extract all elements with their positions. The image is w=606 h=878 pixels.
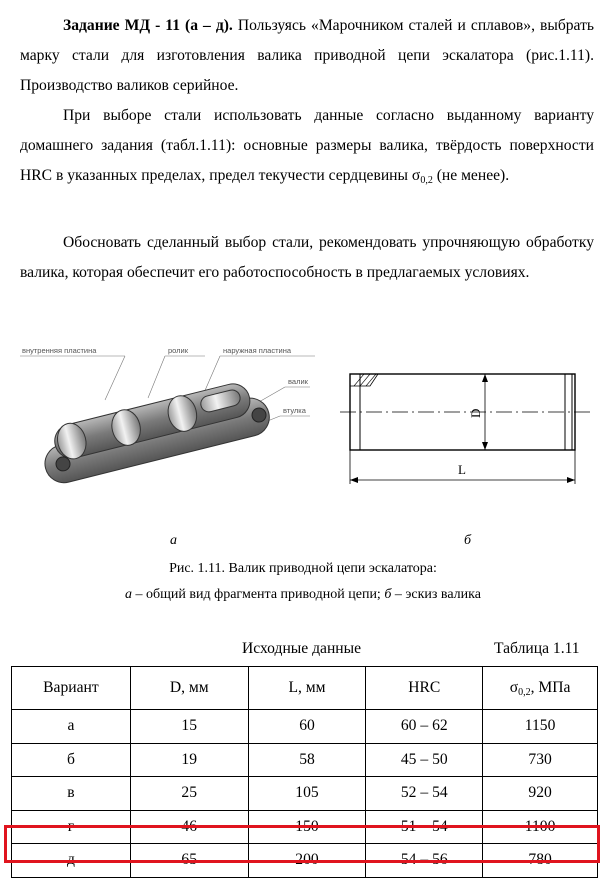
cell-variant: а	[12, 710, 131, 744]
task-paragraph-3	[20, 228, 594, 288]
table-row	[12, 710, 598, 744]
task-title: Задание МД - 11 (а – д).	[63, 17, 233, 34]
cell-L: 60	[248, 710, 366, 744]
cell-variant: г	[12, 810, 131, 844]
cell-D: 46	[130, 810, 248, 844]
task-paragraph-1	[20, 11, 594, 101]
cell-L: 150	[248, 810, 366, 844]
table-row-selected	[12, 844, 598, 878]
label-pin: валик	[288, 377, 308, 386]
cell-sigma: 730	[483, 743, 598, 777]
cell-sigma: 920	[483, 777, 598, 811]
cell-L: 105	[248, 777, 366, 811]
cell-sigma: 1100	[483, 810, 598, 844]
cell-variant: д	[12, 844, 131, 878]
table-row	[12, 777, 598, 811]
table-row	[12, 810, 598, 844]
cell-variant: в	[12, 777, 131, 811]
figure-caption: Рис. 1.11. Валик приводной цепи эскалатора:	[169, 561, 437, 576]
header-HRC: HRC	[366, 667, 483, 710]
cell-HRC: 60 – 62	[366, 710, 483, 744]
pin-sketch	[340, 360, 595, 490]
figure-caption-legend: а – общий вид фрагмента приводной цепи; б – эскиз валика	[125, 587, 481, 602]
cell-sigma: 780	[483, 844, 598, 878]
dimension-L: L	[458, 462, 466, 477]
label-inner-plate: внутренняя пластина	[22, 346, 97, 355]
header-sigma: $\sigma_{0,2}$, МПа	[483, 667, 598, 710]
task-paragraph-2	[20, 101, 594, 191]
figure-label-a: а	[170, 533, 177, 548]
cell-L: 200	[248, 844, 366, 878]
label-bushing: втулка	[283, 406, 306, 415]
table-row	[12, 743, 598, 777]
cell-HRC: 51 – 54	[366, 810, 483, 844]
task-p2-tail: (не менее).	[432, 167, 510, 184]
figure-label-b: б	[464, 533, 472, 548]
cell-HRC: 45 – 50	[366, 743, 483, 777]
cell-D: 25	[130, 777, 248, 811]
cell-HRC: 54 – 56	[366, 844, 483, 878]
dimension-D: D	[468, 408, 483, 418]
header-variant: Вариант	[12, 667, 131, 710]
table-number: Таблица 1.11	[494, 640, 580, 657]
table-title: Исходные данные	[242, 640, 362, 657]
cell-sigma: 1150	[483, 710, 598, 744]
label-roller: ролик	[168, 346, 189, 355]
label-outer-plate: наружная пластина	[223, 346, 292, 355]
cell-HRC: 52 – 54	[366, 777, 483, 811]
data-table	[11, 666, 598, 878]
task-p1-text: Пользуясь «Марочником сталей и сплавов», выбрать марку стали для изготовления валика приводной цепи эскалатора (рис.1.11). Производство валиков серийное.	[20, 17, 594, 94]
task-p3-text: Обосновать сделанный выбор стали, рекомендовать упрочняющую обработку валика, которая обеспечит его работоспособность в предлагаемых условиях.	[20, 234, 594, 281]
header-D: D, мм	[130, 667, 248, 710]
table-header-row	[12, 667, 598, 710]
cell-D: 65	[130, 844, 248, 878]
cell-D: 15	[130, 710, 248, 744]
header-L: L, мм	[248, 667, 366, 710]
task-p2-subscript: 0,2	[420, 175, 433, 186]
task-p2-text: При выборе стали использовать данные согласно выданному варианту домашнего задания (табл.1.11): основные размеры валика, твёрдость поверхности HRC в указанных пределах, предел текучести сердцевины σ	[20, 107, 594, 184]
cell-variant: б	[12, 743, 131, 777]
cell-D: 19	[130, 743, 248, 777]
figure-1-11	[0, 340, 606, 550]
chain-illustration	[10, 340, 330, 490]
cell-L: 58	[248, 743, 366, 777]
